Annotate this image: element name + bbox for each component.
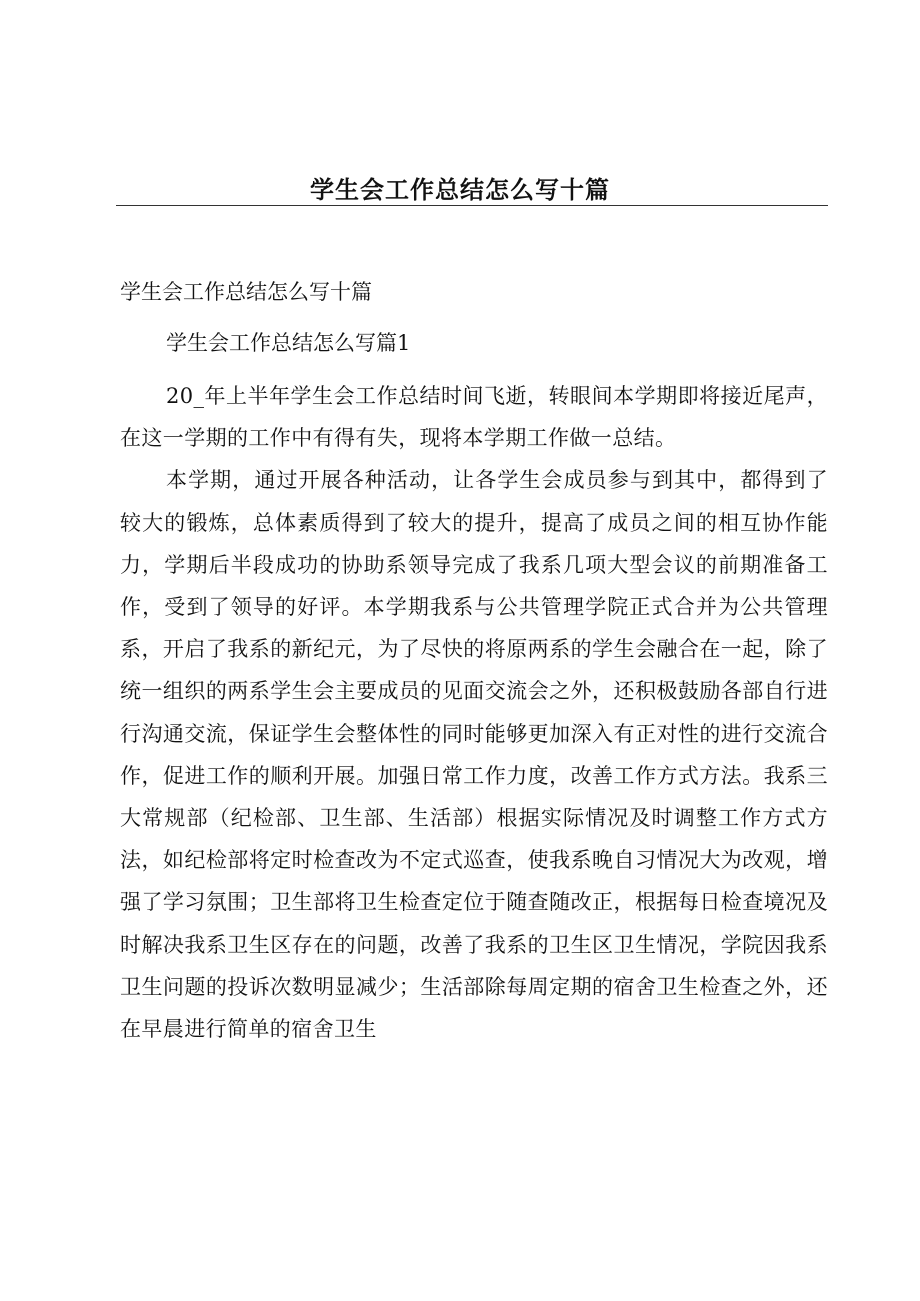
page-header-title: 学生会工作总结怎么写十篇: [310, 176, 610, 204]
document-body: [120, 274, 828, 1050]
document-title: 学生会工作总结怎么写十篇: [120, 280, 372, 304]
section-heading: 学生会工作总结怎么写篇1: [166, 331, 411, 355]
header-divider: [116, 205, 828, 206]
paragraph-1: 20_年上半年学生会工作总结时间飞逝，转眼间本学期即将接近尾声，在这一学期的工作中有得有失，现将本学期工作做一总结。: [120, 384, 828, 451]
paragraph-2: 本学期，通过开展各种活动，让各学生会成员参与到其中，都得到了较大的锻炼，总体素质得到了较大的提升，提高了成员之间的相互协作能力，学期后半段成功的协助系领导完成了我系几项大型会议的前期准备工作，受到了领导的好评。本学期我系与公共管理学院正式合并为公共管理系，开启了我系的新纪元，为了尽快的将原两系的学生会融合在一起，除了统一组织的两系学生会主要成员的见面交流会之外，还积极鼓励各部自行进行沟通交流，保证学生会整体性的同时能够更加深入有正对性的进行交流合作，促进工作的顺利开展。加强日常工作力度，改善工作方式方法。我系三大常规部（纪检部、卫生部、生活部）根据实际情况及时调整工作方式方法，如纪检部将定时检查改为不定式巡查，使我系晚自习情况大为改观，增强了学习氛围；卫生部将卫生检查定位于随查随改正，根据每日检查境况及时解决我系卫生区存在的问题，改善了我系的卫生区卫生情况，学院因我系卫生问题的投诉次数明显减少；生活部除每周定期的宿舍卫生检查之外，还在早晨进行简单的宿舍卫生: [120, 468, 828, 1042]
